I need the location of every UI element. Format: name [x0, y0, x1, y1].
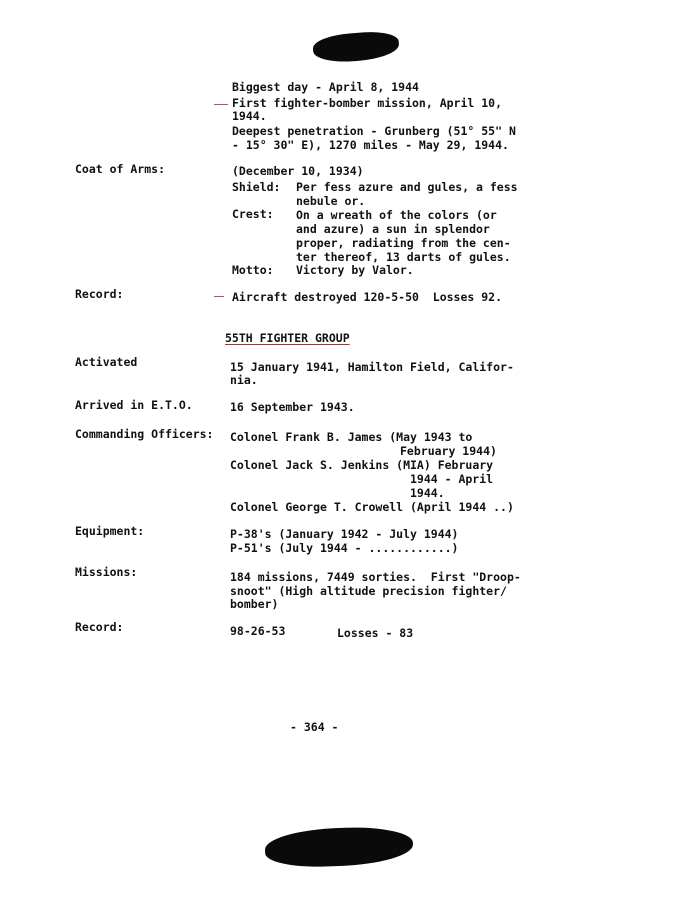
missions-value-3: bomber) — [230, 597, 279, 611]
commanding-officers-label: Commanding Officers: — [75, 427, 214, 441]
record-label: Record: — [75, 287, 124, 301]
deepest-penetration-line-2: - 15° 30" E), 1270 miles - May 29, 1944. — [232, 138, 509, 152]
shield-text: Per fess azure and gules, a fess — [296, 180, 518, 194]
first-mission-line: First fighter-bomber mission, April 10, — [232, 96, 503, 110]
red-mark — [214, 296, 224, 297]
crest-text: On a wreath of the colors (or — [296, 208, 497, 222]
motto-text: Victory by Valor. — [296, 263, 414, 277]
activated-value-2: nia. — [230, 373, 258, 387]
missions-value: 184 missions, 7449 sorties. First "Droop- — [230, 570, 521, 584]
deepest-penetration-line: Deepest penetration - Grunberg (51° 55" N — [232, 124, 516, 138]
redaction-mark-top — [312, 30, 400, 64]
crest-label: Crest: — [232, 207, 274, 221]
arrived-label: Arrived in E.T.O. — [75, 398, 193, 412]
commanding-officer-2-dates: 1944 - April — [410, 472, 494, 486]
shield-text-2: nebule or. — [296, 194, 366, 208]
crest-text-4: ter thereof, 13 darts of gules. — [296, 250, 511, 264]
commanding-officer-1: Colonel Frank B. James (May 1943 to — [230, 430, 473, 444]
missions-label: Missions: — [75, 565, 138, 579]
shield-label: Shield: — [232, 180, 281, 194]
commanding-officer-2-year: 1944. — [410, 486, 445, 500]
arrived-value: 16 September 1943. — [230, 400, 355, 414]
commanding-officer-2: Colonel Jack S. Jenkins (MIA) February — [230, 458, 494, 472]
losses-value: Losses - 83 — [337, 626, 414, 640]
activated-label: Activated — [75, 355, 138, 369]
activated-value: 15 January 1941, Hamilton Field, Califor- — [230, 360, 514, 374]
missions-value-2: snoot" (High altitude precision fighter/ — [230, 584, 507, 598]
biggest-day-line: Biggest day - April 8, 1944 — [232, 80, 419, 94]
equipment-item-1: P-38's (January 1942 - July 1944) — [230, 527, 459, 541]
coat-of-arms-date: (December 10, 1934) — [232, 164, 364, 178]
crest-text-3: proper, radiating from the cen- — [296, 236, 511, 250]
first-mission-line-2: 1944. — [232, 109, 267, 123]
redaction-mark-bottom — [264, 825, 413, 868]
equipment-item-2: P-51's (July 1944 - ............) — [230, 541, 459, 555]
page-number: - 364 - — [290, 720, 339, 734]
record-label-2: Record: — [75, 620, 124, 634]
commanding-officer-3: Colonel George T. Crowell (April 1944 ..) — [230, 500, 514, 514]
equipment-label: Equipment: — [75, 524, 145, 538]
red-mark — [214, 104, 228, 105]
group-heading: 55TH FIGHTER GROUP — [225, 331, 350, 345]
record-value-2: 98-26-53 — [230, 624, 286, 638]
coat-of-arms-label: Coat of Arms: — [75, 162, 166, 176]
motto-label: Motto: — [232, 263, 274, 277]
record-value: Aircraft destroyed 120-5-50 Losses 92. — [232, 290, 503, 304]
crest-text-2: and azure) a sun in splendor — [296, 222, 490, 236]
commanding-officer-1-dates: February 1944) — [400, 444, 497, 458]
